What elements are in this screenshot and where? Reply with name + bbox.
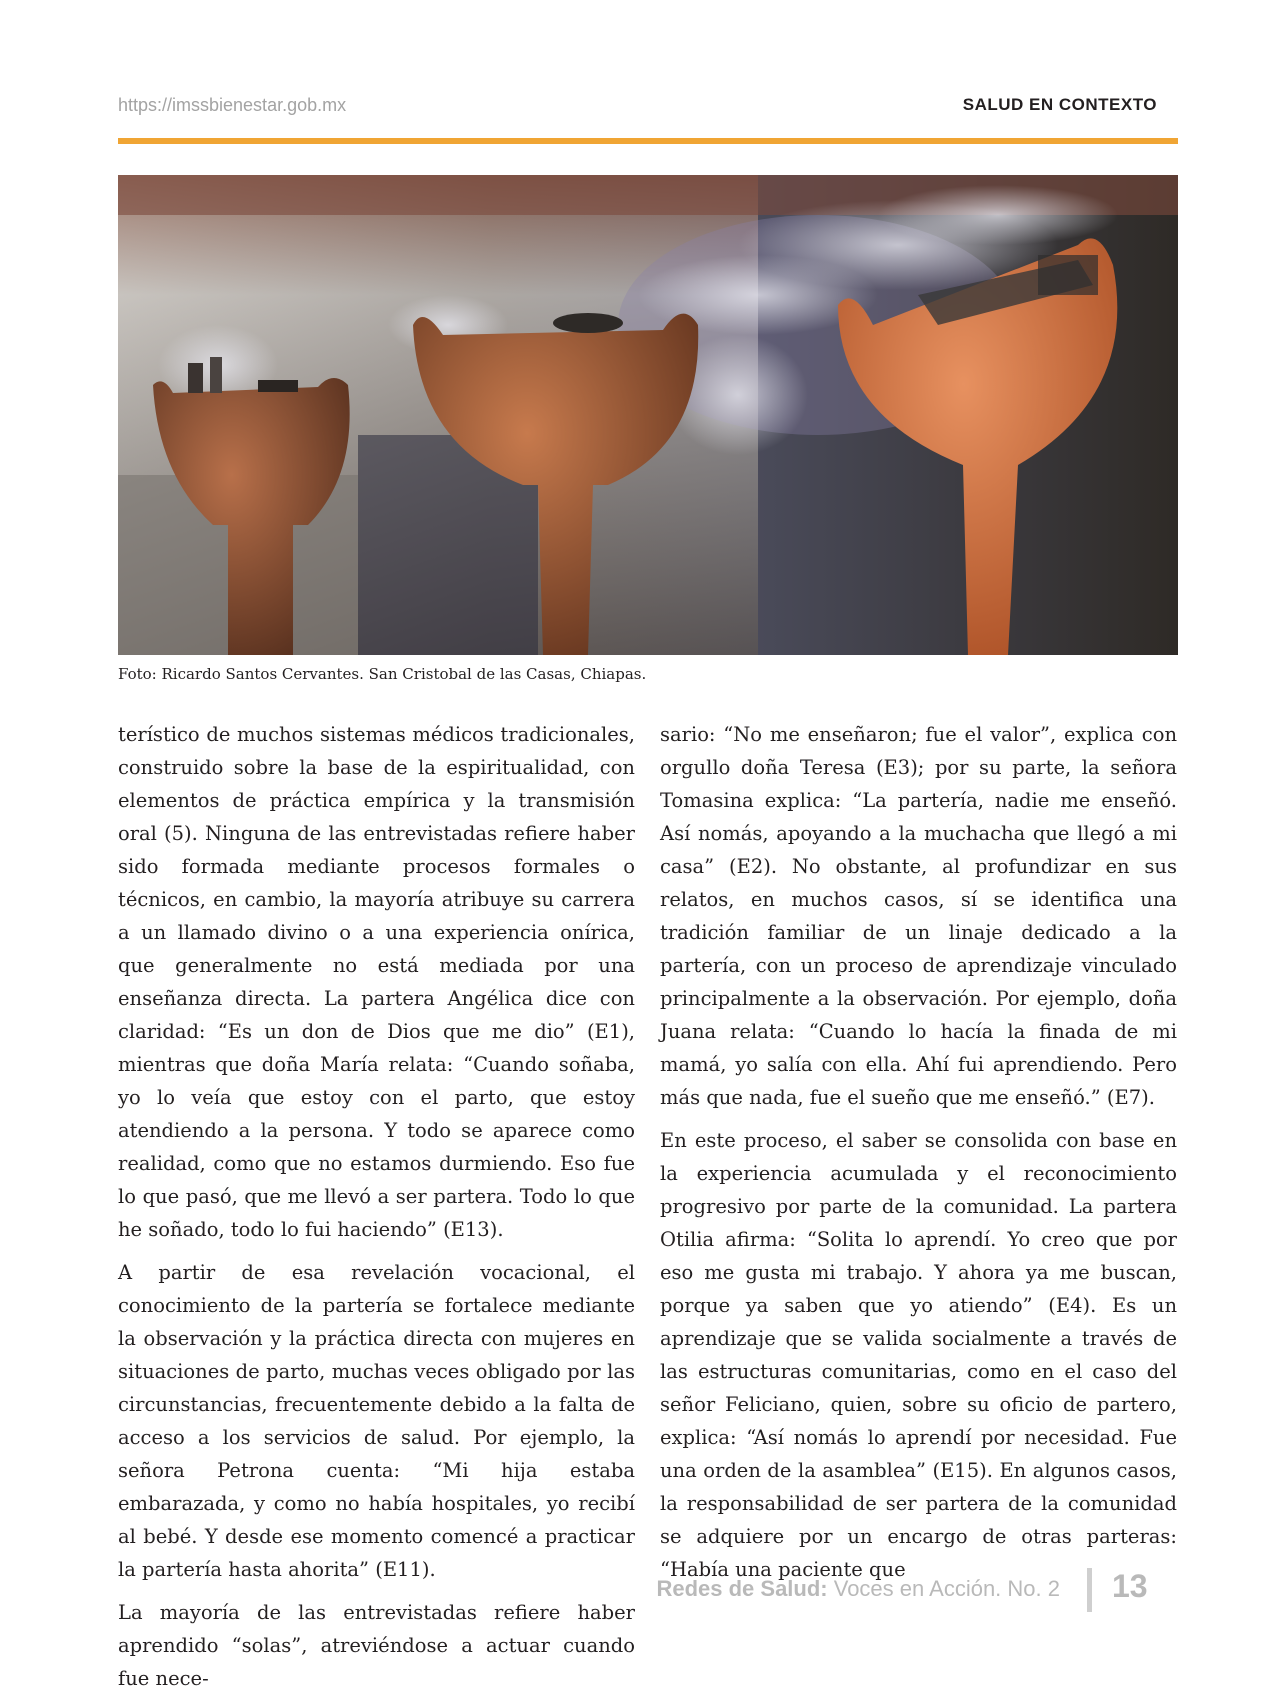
footer-publication-issue: Voces en Acción. No. 2 xyxy=(827,1576,1060,1601)
photo xyxy=(118,175,1178,655)
paragraph: La mayoría de las entrevistadas refiere haber aprendido “solas”, atreviéndose a actuar cuando fue nece- xyxy=(118,1601,635,1690)
page-number: 13 xyxy=(1112,1568,1148,1604)
footer-publication xyxy=(656,1576,1060,1602)
photo-caption: Foto: Ricardo Santos Cervantes. San Cristobal de las Casas, Chiapas. xyxy=(118,665,647,683)
header-section-title: SALUD EN CONTEXTO xyxy=(962,95,1157,114)
text-column-left xyxy=(118,718,635,1705)
paragraph: terístico de muchos sistemas médicos tradicionales, construido sobre la base de la espiritualidad, con elementos de práctica empírica y la transmisión oral (5). Ninguna de las entrevistadas refiere haber sido formada mediante procesos formales o técnicos, en cambio, la mayoría atribuye su carrera a un llamado divino o a una experiencia onírica, que generalmente no está mediada por una enseñanza directa. La partera Angélica dice con claridad: “Es un don de Dios que me dio” (E1), mientras que doña María relata: “Cuando soñaba, yo lo veía que estoy con el parto, que estoy atendiendo a la persona. Y todo se aparece como realidad, como que no estamos durmiendo. Eso fue lo que pasó, que me llevó a ser partera. Todo lo que he soñado, todo lo fui haciendo” (E13). xyxy=(118,723,635,1241)
footer-divider xyxy=(1087,1568,1092,1612)
header-url[interactable]: https://imssbienestar.gob.mx xyxy=(118,95,347,115)
footer-publication-name: Redes de Salud: xyxy=(656,1576,828,1601)
header-rule xyxy=(118,138,1178,144)
paragraph: En este proceso, el saber se consolida con base en la experiencia acumulada y el reconocimiento progresivo por parte de la comunidad. La partera Otilia afirma: “Solita lo aprendí. Yo creo que por eso me gusta mi trabajo. Y ahora ya me buscan, porque ya saben que yo atiendo” (E4). Es un aprendizaje que se valida socialmente a través de las estructuras comunitarias, como en el caso del señor Feliciano, quien, sobre su oficio de partero, explica: “Así nomás lo aprendí por necesidad. Fue una orden de la asamblea” (E15). En algunos casos, la responsabilidad de ser partera de la comunidad se adquiere por un encargo de otras parteras: “Había una paciente que xyxy=(660,1129,1177,1581)
paragraph: sario: “No me enseñaron; fue el valor”, explica con orgullo doña Teresa (E3); por su parte, la señora Tomasina explica: “La partería, nadie me enseñó. Así nomás, apoyando a la muchacha que llegó a mi casa” (E2). No obstante, al profundizar en sus relatos, en muchos casos, sí se identifica una tradición familiar de un linaje dedicado a la partería, con un proceso de aprendizaje vinculado principalmente a la observación. Por ejemplo, doña Juana relata: “Cuando lo hacía la finada de mi mamá, yo salía con ella. Ahí fui aprendiendo. Pero más que nada, fue el sueño que me enseñó.” (E7). xyxy=(660,723,1177,1109)
paragraph: A partir de esa revelación vocacional, el conocimiento de la partería se fortalece mediante la observación y la práctica directa con mujeres en situaciones de parto, muchas veces obligado por las circunstancias, frecuentemente debido a la falta de acceso a los servicios de salud. Por ejemplo, la señora Petrona cuenta: “Mi hija estaba embarazada, y como no había hospitales, yo recibí al bebé. Y desde ese momento comencé a practicar la partería hasta ahorita” (E11). xyxy=(118,1261,635,1581)
text-column-right xyxy=(660,718,1177,1596)
